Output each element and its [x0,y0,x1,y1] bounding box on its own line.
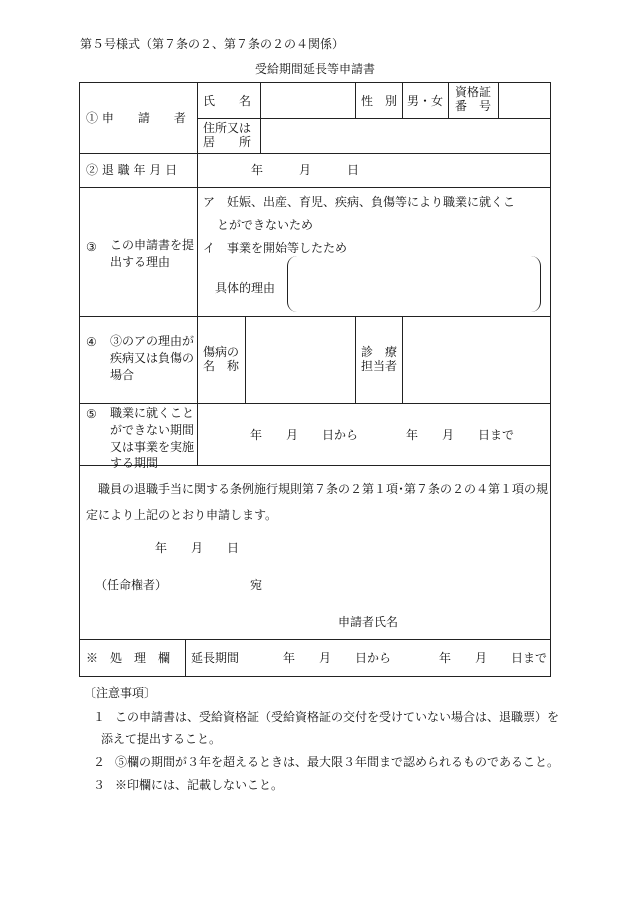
sex-label: 性 別 [361,94,398,108]
note-text: ⑤欄の期間が３年を超えるときは、最大限３年間まで認められるものであること。 [115,755,560,769]
reason-option-i: イ 事業を開始等したため [203,241,348,255]
appointer-label: （任命権者） [95,578,168,592]
note-text: ※印欄には、記載しないこと。 [115,778,284,792]
row-divider [197,118,550,119]
form-number: 第５号様式（第７条の２、第７条の２の４関係） [80,37,345,51]
illness-number: ④ [86,335,97,349]
extension-period: 年 月 日から 年 月 日まで [283,651,548,665]
row-divider [80,639,550,640]
cert-label: 資格証 番 号 [455,85,492,114]
address-label: 住所又は 居 所 [203,121,252,150]
retirement-date: 年 月 日 [251,163,360,177]
column-divider [260,83,261,118]
note-number: ２ [93,755,106,769]
period-range: 年 月 日から 年 月 日まで [250,428,515,442]
column-divider [355,83,356,118]
applicant-row-label: ① 申 請 者 [86,111,186,125]
specific-reason-bracket [287,256,541,312]
extension-label: 延長期間 [191,651,240,665]
illness-name-label: 傷病の 名 称 [203,345,240,374]
declaration-date: 年 月 日 [155,541,240,555]
period-number: ⑤ [86,407,97,421]
column-divider [197,83,198,465]
row-divider [80,153,550,154]
document-title: 受給期間延長等申請書 [254,62,375,76]
illness-row-label: ③のアの理由が疾病又は負傷の場合 [110,334,195,382]
notes-heading: 〔注意事項〕 [84,686,157,700]
column-divider [355,316,356,403]
column-divider [260,118,261,153]
sex-options: 男・女 [407,94,444,108]
note-number: ３ [93,778,106,792]
row-divider [80,403,550,404]
reason-option-a: ア 妊娠、出産、育児、疾病、負傷等により職業に就くこ [203,195,516,209]
applicant-name-label: 申請者氏名 [338,615,399,629]
period-row-label: 職業に就くことができない期間又は事業を実施する期間 [110,406,195,471]
reason-row-label: この申請書を提出する理由 [110,238,195,269]
row-divider [80,187,550,188]
reason-option-a-cont: とができないため [217,218,314,232]
column-divider [498,83,499,118]
retirement-row-label: ② 退 職 年 月 日 [86,163,178,177]
column-divider [402,316,403,403]
declaration-text: 職員の退職手当に関する条例施行規則第７条の２第１項･第７条の２の４第１項の規定により上記のとおり申請します。 [86,482,549,523]
row-divider [80,316,550,317]
column-divider [402,83,403,118]
doctor-label: 診 療 担当者 [361,345,398,374]
note-text: この申請書は、受給資格証（受給資格証の交付を受けていない場合は、退職票）を [115,710,560,724]
application-form-table [79,82,551,677]
note-number: １ [93,710,106,724]
reason-number: ③ [86,240,97,254]
addressee-suffix: 宛 [250,578,263,592]
name-label: 氏 名 [203,94,252,108]
column-divider [448,83,449,118]
processing-row-label: ※ 処 理 欄 [86,651,171,665]
note-text-cont: 添えて提出すること。 [101,732,222,746]
specific-reason-label: 具体的理由 [215,281,276,295]
column-divider [185,639,186,676]
column-divider [245,316,246,403]
